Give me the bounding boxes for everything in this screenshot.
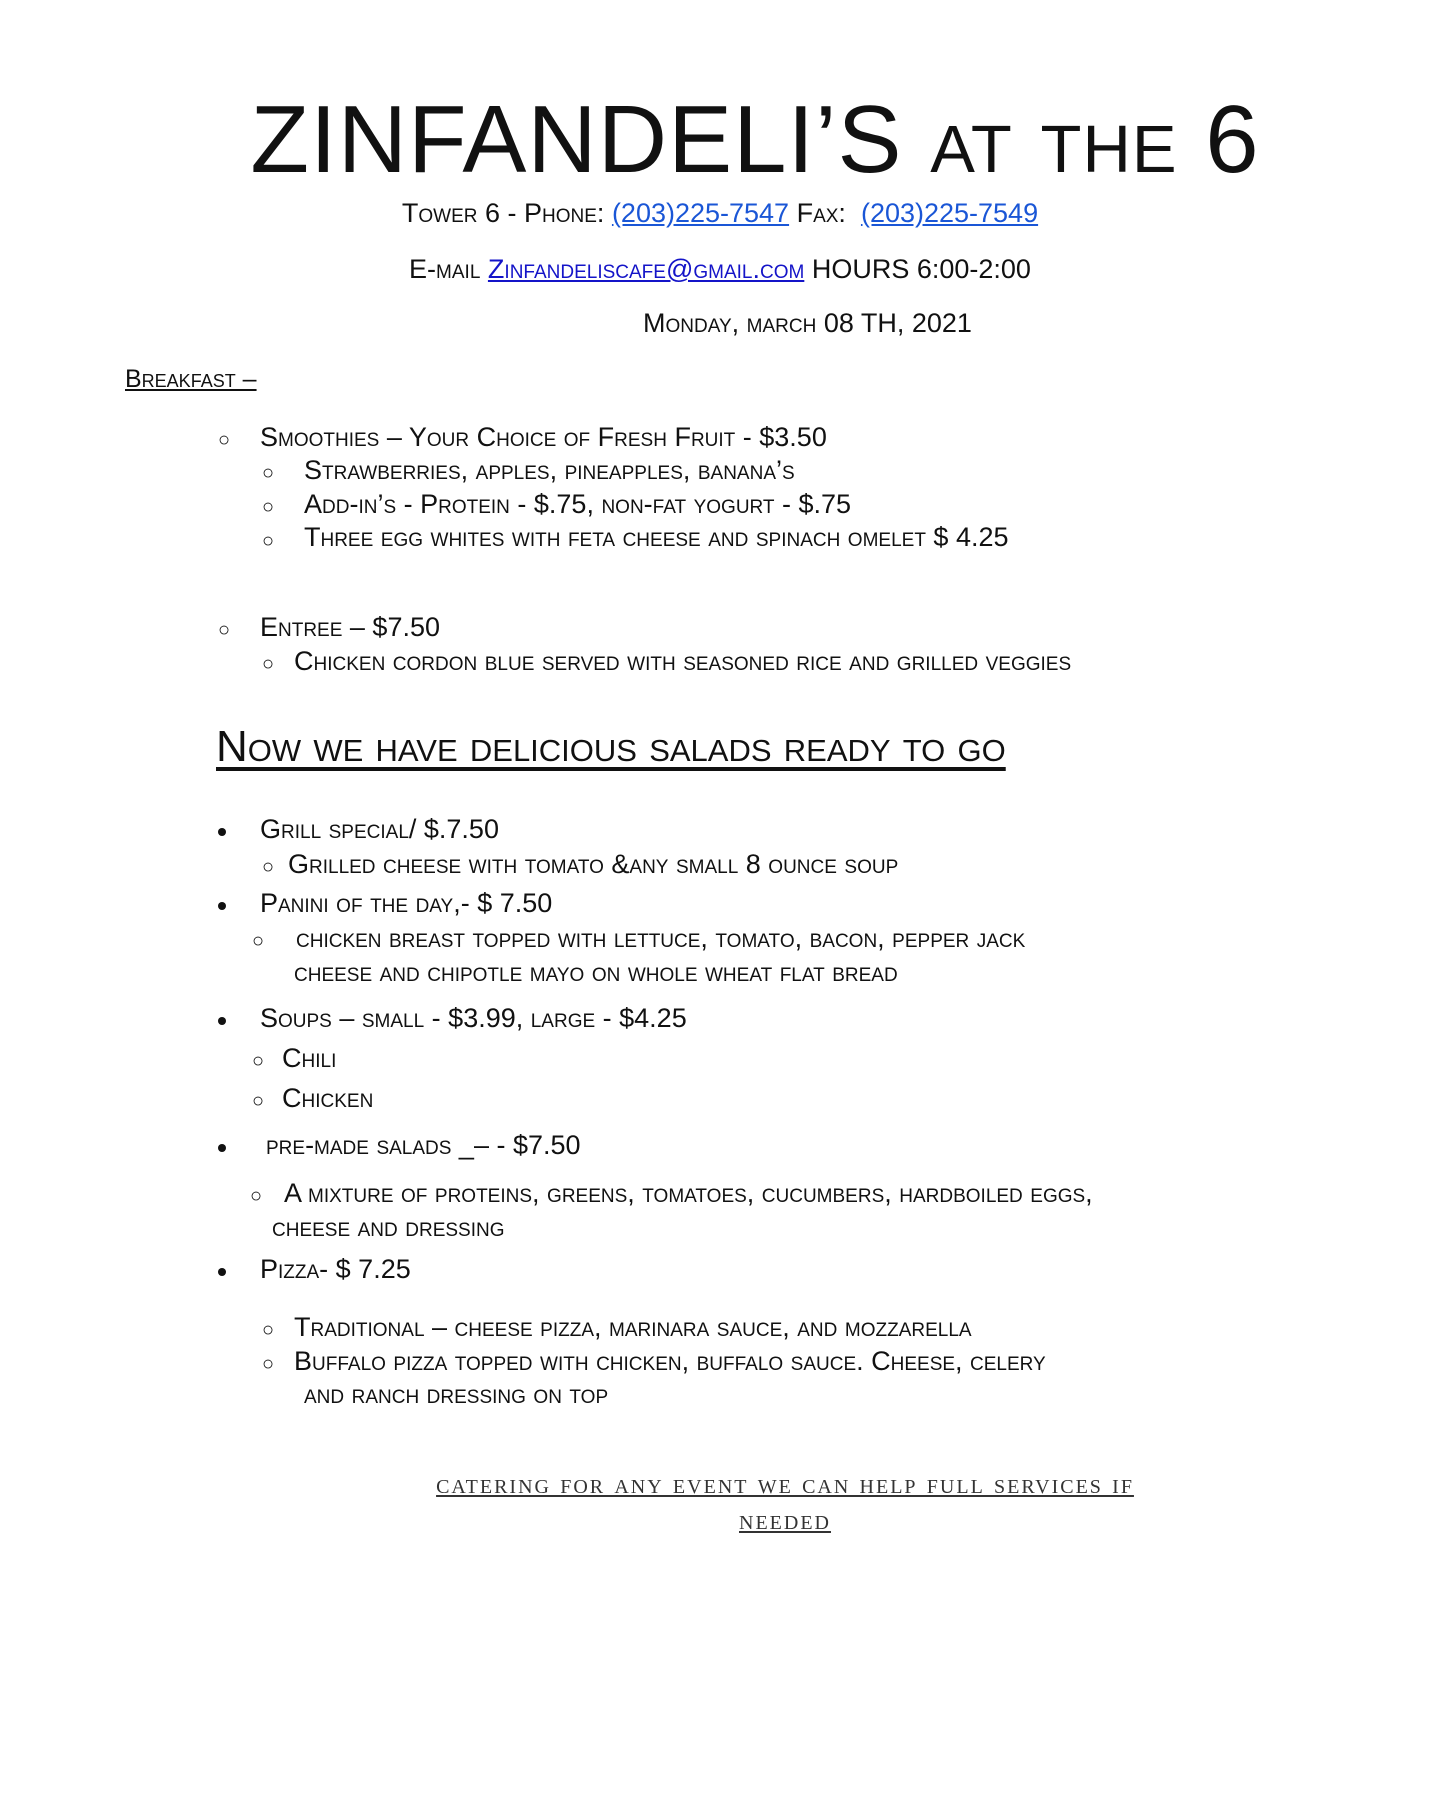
- fax-label: Fax:: [796, 198, 846, 228]
- entree-item: Entree – $7.50: [260, 612, 440, 642]
- phone-link[interactable]: (203)225-7547: [611, 198, 790, 228]
- fruits-item: Strawberries, apples, pineapples, banana’s: [304, 455, 795, 485]
- soup-chili: Chili: [282, 1043, 337, 1073]
- fax-link[interactable]: (203)225-7549: [860, 198, 1039, 228]
- circle-bullet-icon: ○: [252, 1050, 265, 1072]
- circle-bullet-icon: ○: [262, 653, 275, 675]
- circle-bullet-icon: ○: [262, 462, 275, 484]
- page-title: ZINFANDELI’S at the 6: [250, 86, 1260, 193]
- catering-line-2: needed: [739, 1504, 831, 1536]
- pizza-buffalo-1: Buffalo pizza topped with chicken, buffalo sauce. Cheese, celery: [294, 1346, 1046, 1376]
- disc-bullet-icon: [218, 902, 226, 910]
- pizza-buffalo-2: and ranch dressing on top: [304, 1379, 609, 1409]
- circle-bullet-icon: ○: [250, 1185, 263, 1207]
- circle-bullet-icon: ○: [262, 496, 275, 518]
- email-link[interactable]: Zinfandeliscafe@gmail.com: [487, 254, 805, 284]
- premade-desc-1: A mixture of proteins, greens, tomatoes, cucumbers, hardboiled eggs,: [284, 1178, 1093, 1208]
- hours-text: HOURS 6:00-2:00: [811, 254, 1031, 284]
- addins-item: Add-in’s - Protein - $.75, non-fat yogurt - $.75: [304, 489, 852, 519]
- disc-bullet-icon: [218, 1268, 226, 1276]
- disc-bullet-icon: [218, 1017, 226, 1025]
- circle-bullet-icon: ○: [218, 429, 231, 451]
- circle-bullet-icon: ○: [262, 530, 275, 552]
- breakfast-heading: Breakfast –: [125, 365, 257, 393]
- circle-bullet-icon: ○: [262, 1353, 275, 1375]
- grill-item: Grill special/ $.7.50: [260, 814, 499, 844]
- grill-desc: Grilled cheese with tomato &any small 8 ounce soup: [288, 849, 899, 879]
- disc-bullet-icon: [218, 828, 226, 836]
- pizza-item: Pizza- $ 7.25: [260, 1254, 411, 1284]
- catering-line-1: catering for any event we can help full services if: [436, 1468, 1134, 1500]
- entree-desc: Chicken cordon blue served with seasoned rice and grilled veggies: [294, 646, 1072, 676]
- soups-item: Soups – small - $3.99, large - $4.25: [260, 1003, 687, 1033]
- pizza-traditional: Traditional – cheese pizza, marinara sauce, and mozzarella: [294, 1312, 972, 1342]
- omelet-item: Three egg whites with feta cheese and spinach omelet $ 4.25: [304, 522, 1009, 552]
- premade-item: pre-made salads _– - $7.50: [266, 1130, 581, 1160]
- soup-chicken: Chicken: [282, 1083, 374, 1113]
- email-label: E-mail: [409, 254, 481, 284]
- contact-line: [0, 198, 1440, 229]
- panini-desc-1: chicken breast topped with lettuce, tomato, bacon, pepper jack: [296, 923, 1026, 953]
- circle-bullet-icon: ○: [262, 1319, 275, 1341]
- date-text: Monday, march 08 TH, 2021: [643, 308, 972, 338]
- salads-heading: Now we have delicious salads ready to go: [216, 722, 1006, 771]
- disc-bullet-icon: [218, 1144, 226, 1152]
- circle-bullet-icon: ○: [252, 930, 265, 952]
- email-line: [0, 254, 1440, 285]
- circle-bullet-icon: ○: [252, 1090, 265, 1112]
- panini-desc-2: cheese and chipotle mayo on whole wheat flat bread: [294, 957, 898, 987]
- tower-phone-label: Tower 6 - Phone:: [401, 198, 605, 228]
- catering-note: [240, 1466, 1330, 1538]
- circle-bullet-icon: ○: [262, 856, 275, 878]
- premade-desc-2: cheese and dressing: [272, 1212, 505, 1242]
- circle-bullet-icon: ○: [218, 619, 231, 641]
- panini-item: Panini of the day,- $ 7.50: [260, 888, 553, 918]
- smoothies-item: Smoothies – Your Choice of Fresh Fruit - $3.50: [260, 422, 827, 452]
